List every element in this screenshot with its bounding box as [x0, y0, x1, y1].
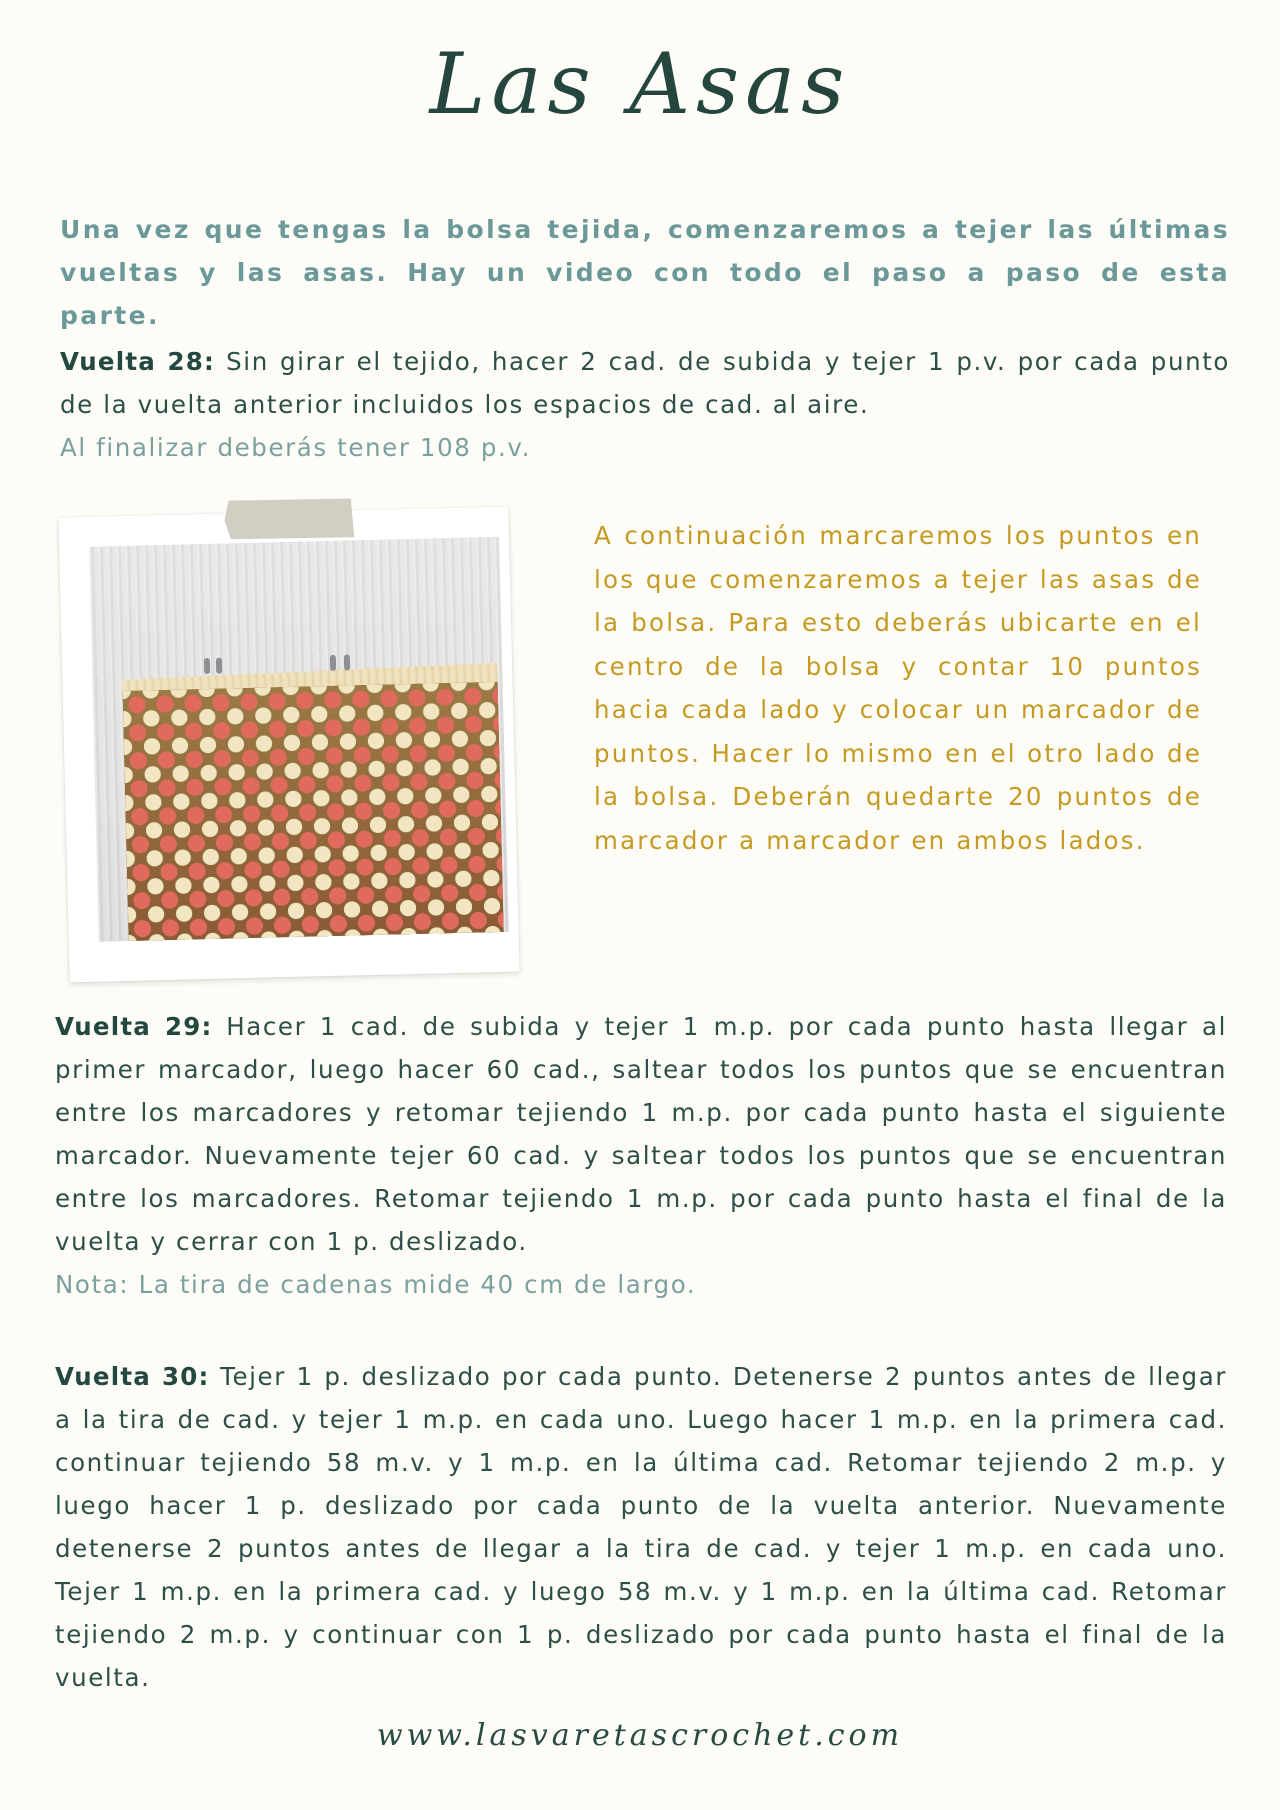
round-note: Al finalizar deberás tener 108 p.v. — [60, 433, 531, 462]
tape-strip — [224, 497, 354, 540]
round-text: Sin girar el tejido, hacer 2 cad. de subida y tejer 1 p.v. por cada punto de la vuelta anterior incluidos los espacios de cad. al aire. — [60, 347, 1230, 419]
intro-text: Una vez que tengas la bolsa tejida, comenzaremos a tejer las últimas vueltas y las asas. Hay un video con todo el paso a paso de esta parte. — [60, 215, 1230, 330]
stitch-marker-icon — [344, 654, 350, 670]
round-30 — [55, 1355, 1227, 1699]
round-text: Hacer 1 cad. de subida y tejer 1 m.p. por cada punto hasta llegar al primer marcador, luego hacer 60 cad., saltear todos los puntos que se encuentran entre los marcadores y retomar tejiendo 1 m.p. por cada punto hasta el siguiente marcador. Nuevamente tejer 60 cad. y saltear todos los puntos que se encuentran entre los marcadores. Retomar tejiendo 1 m.p. por cada punto hasta el final de la vuelta y cerrar con 1 p. deslizado. — [55, 1012, 1227, 1256]
round-29 — [55, 1005, 1227, 1306]
round-text: Tejer 1 p. deslizado por cada punto. Detenerse 2 puntos antes de llegar a la tira de cad. y tejer 1 m.p. en cada uno. Luego hacer 1 m.p. en la primera cad. continuar tejiendo 58 m.v. y 1 m.p. en la última cad. Retomar tejiendo 2 m.p. y luego hacer 1 p. deslizado por cada punto de la vuelta anterior. Nuevamente detenerse 2 puntos antes de llegar a la tira de cad. y tejer 1 m.p. en cada uno. Tejer 1 m.p. en la primera cad. y luego 58 m.v. y 1 m.p. en la última cad. Retomar tejiendo 2 m.p. y continuar con 1 p. deslizado por cada punto hasta el final de la vuelta. — [55, 1362, 1227, 1692]
marker-instructions: A continuación marcaremos los puntos en los que comenzaremos a tejer las asas de la bolsa. Para esto deberás ubicarte en el centro de la bolsa y contar 10 puntos hacia cada lado y colocar un marcador de puntos. Hacer lo mismo en el otro lado de la bolsa. Deberán quedarte 20 puntos de marcador a marcador en ambos lados. — [594, 521, 1202, 855]
stitch-marker-icon — [216, 658, 222, 674]
website-footer: www.lasvaretascrochet.com — [376, 1718, 904, 1753]
stitch-marker-icon — [330, 655, 336, 671]
round-label: Vuelta 28: — [60, 347, 215, 376]
crochet-bag-photo — [89, 537, 509, 942]
round-label: Vuelta 29: — [55, 1012, 213, 1041]
round-28 — [60, 340, 1230, 469]
stitch-marker-icon — [204, 658, 210, 674]
bag-panel — [123, 682, 504, 942]
photo-polaroid — [58, 507, 519, 983]
round-note: Nota: La tira de cadenas mide 40 cm de largo. — [55, 1270, 697, 1299]
round-label: Vuelta 30: — [55, 1362, 210, 1391]
page-title: Las Asas — [429, 35, 851, 133]
